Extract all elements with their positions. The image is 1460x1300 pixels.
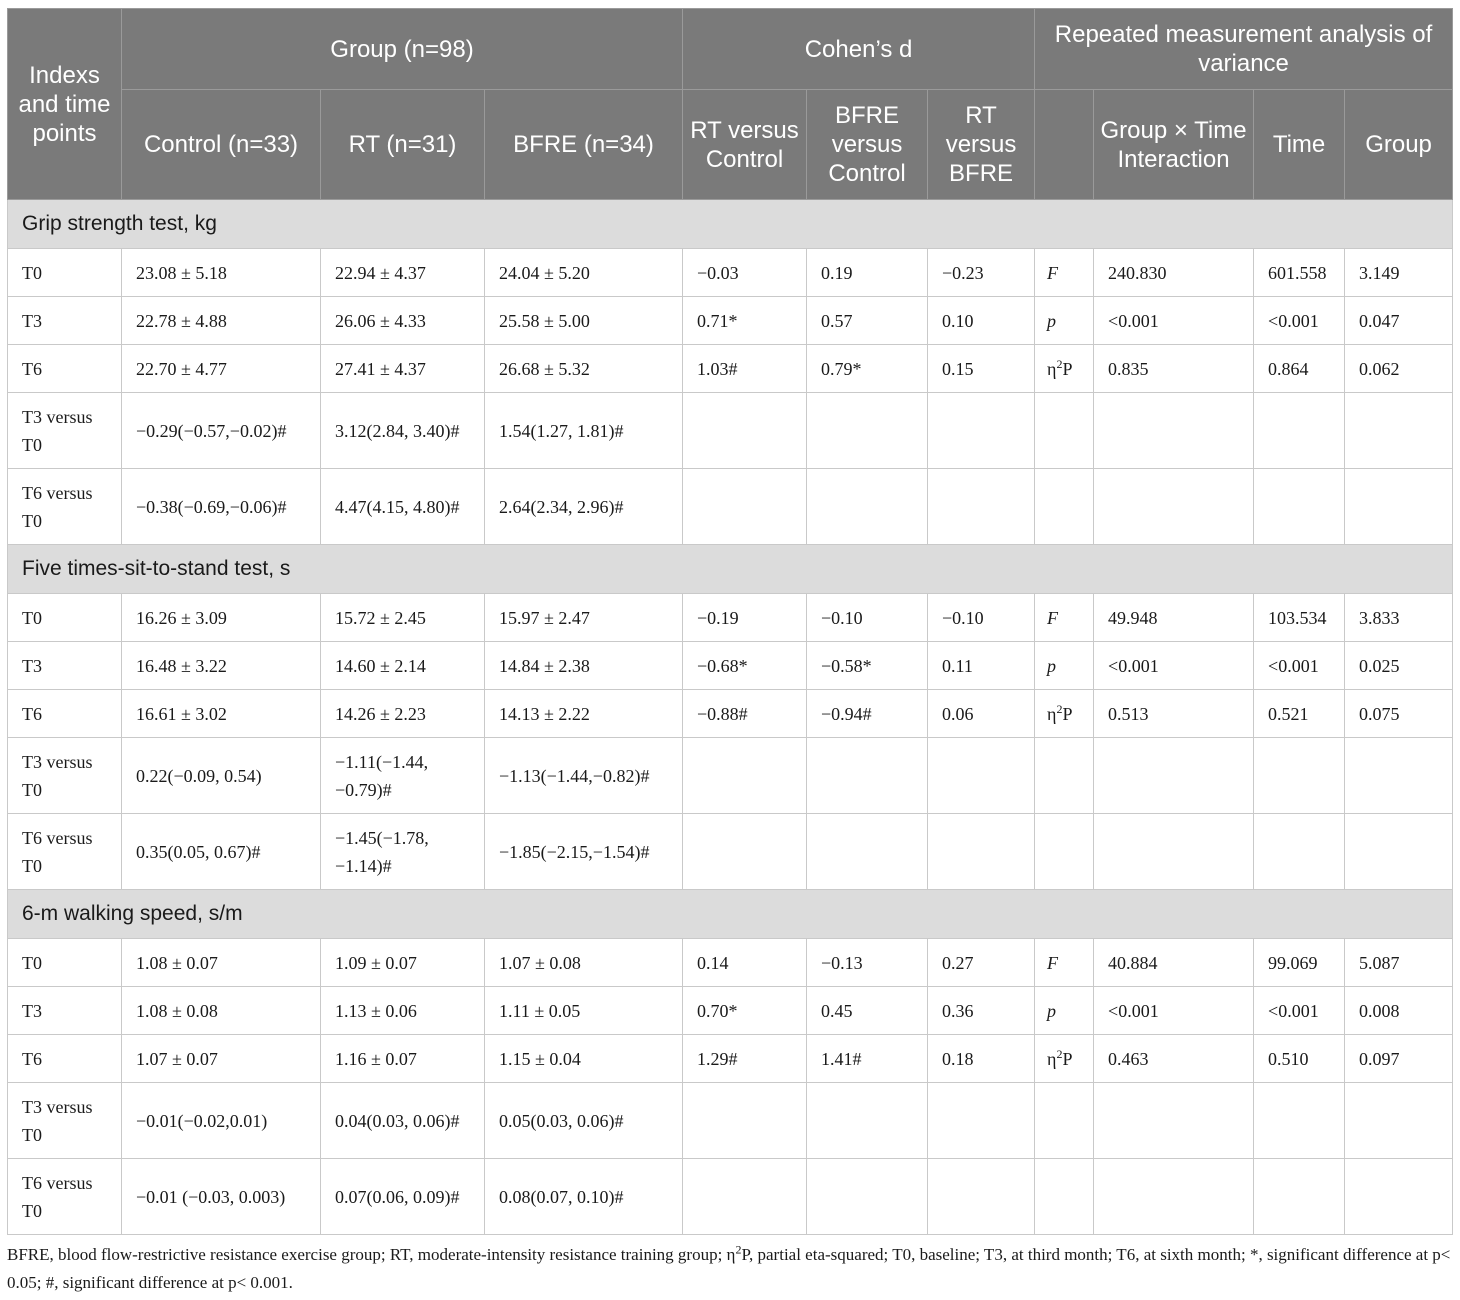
table-footnote: BFRE, blood flow-restrictive resistance exercise group; RT, moderate-intensity resistance training group; $\eta^2P$, partial eta-squared; T0, baseline; T3, at third month; T6, at sixth month; *, significant difference at p< 0.05; #, significant difference at p< 0.001. [7,1242,1451,1292]
group-value: 0.075 [1345,690,1453,738]
d-rt-vs-control [683,1159,807,1235]
header-rt: RT (n=31) [321,90,485,200]
rt-value: 15.72 ± 2.45 [321,594,485,642]
d-rt-vs-bfre: 0.11 [928,642,1035,690]
time-value: <0.001 [1254,297,1345,345]
table-row [8,1159,1453,1235]
row-label: T3 [8,297,122,345]
d-bfre-vs-control [807,738,928,814]
d-rt-vs-control [683,738,807,814]
section-title: 6-m walking speed, s/m [8,890,1453,939]
table-row [8,594,1453,642]
rt-value: 0.07(0.06, 0.09)# [321,1159,485,1235]
control-value: −0.01 (−0.03, 0.003) [122,1159,321,1235]
group-value: 0.008 [1345,987,1453,1035]
d-bfre-vs-control: −0.58* [807,642,928,690]
interaction-value: 0.513 [1094,690,1254,738]
rt-value: 3.12(2.84, 3.40)# [321,393,485,469]
row-label: T6 [8,1035,122,1083]
d-rt-vs-bfre: −0.10 [928,594,1035,642]
header-rt-vs-bfre: RT versus BFRE [928,90,1035,200]
d-rt-vs-control: 0.70* [683,987,807,1035]
group-value [1345,1159,1453,1235]
interaction-value: <0.001 [1094,297,1254,345]
bfre-value: 15.97 ± 2.47 [485,594,683,642]
d-rt-vs-control: 1.03# [683,345,807,393]
time-value: 0.864 [1254,345,1345,393]
d-bfre-vs-control: 0.19 [807,249,928,297]
d-rt-vs-bfre: 0.10 [928,297,1035,345]
row-label: T0 [8,939,122,987]
table-row [8,814,1453,890]
d-rt-vs-bfre [928,469,1035,545]
bfre-value: −1.13(−1.44,−0.82)# [485,738,683,814]
control-value: −0.29(−0.57,−0.02)# [122,393,321,469]
d-rt-vs-bfre [928,814,1035,890]
control-value: 23.08 ± 5.18 [122,249,321,297]
row-label: T3 versus T0 [8,1083,122,1159]
control-value: −0.38(−0.69,−0.06)# [122,469,321,545]
group-value: 5.087 [1345,939,1453,987]
time-value: 0.521 [1254,690,1345,738]
rt-value: 1.16 ± 0.07 [321,1035,485,1083]
time-value: 103.534 [1254,594,1345,642]
bfre-value: 1.15 ± 0.04 [485,1035,683,1083]
header-indexs-time-points: Indexs and time points [8,9,122,200]
row-label: T3 versus T0 [8,393,122,469]
time-value [1254,814,1345,890]
group-value [1345,393,1453,469]
control-value: 16.48 ± 3.22 [122,642,321,690]
group-value [1345,1083,1453,1159]
stat-symbol: F [1035,249,1094,297]
bfre-value: 1.54(1.27, 1.81)# [485,393,683,469]
d-rt-vs-control: −0.68* [683,642,807,690]
header-stat [1035,90,1094,200]
time-value [1254,393,1345,469]
header-bfre-vs-control: BFRE versus Control [807,90,928,200]
d-rt-vs-bfre [928,1083,1035,1159]
bfre-value: 1.11 ± 0.05 [485,987,683,1035]
interaction-value [1094,814,1254,890]
stat-symbol [1035,738,1094,814]
row-label: T0 [8,249,122,297]
header-row-2 [8,90,1453,200]
stat-symbol: p [1035,987,1094,1035]
d-bfre-vs-control [807,469,928,545]
row-label: T6 [8,690,122,738]
d-bfre-vs-control: 1.41# [807,1035,928,1083]
control-value: −0.01(−0.02,0.01) [122,1083,321,1159]
time-value: 601.558 [1254,249,1345,297]
group-value: 0.097 [1345,1035,1453,1083]
table-row [8,249,1453,297]
interaction-value [1094,393,1254,469]
interaction-value: <0.001 [1094,642,1254,690]
rt-value: −1.45(−1.78, −1.14)# [321,814,485,890]
group-value [1345,469,1453,545]
row-label: T6 versus T0 [8,469,122,545]
d-bfre-vs-control: 0.45 [807,987,928,1035]
interaction-value: 0.835 [1094,345,1254,393]
stat-symbol [1035,814,1094,890]
interaction-value [1094,1083,1254,1159]
control-value: 22.70 ± 4.77 [122,345,321,393]
rt-value: 0.04(0.03, 0.06)# [321,1083,485,1159]
control-value: 16.61 ± 3.02 [122,690,321,738]
control-value: 0.22(−0.09, 0.54) [122,738,321,814]
d-rt-vs-control: 0.71* [683,297,807,345]
time-value [1254,1083,1345,1159]
d-bfre-vs-control: −0.10 [807,594,928,642]
stat-symbol: F [1035,594,1094,642]
d-rt-vs-control [683,469,807,545]
bfre-value: 14.13 ± 2.22 [485,690,683,738]
d-rt-vs-bfre: 0.06 [928,690,1035,738]
group-value: 3.833 [1345,594,1453,642]
group-value: 0.025 [1345,642,1453,690]
bfre-value: 2.64(2.34, 2.96)# [485,469,683,545]
row-label: T6 versus T0 [8,1159,122,1235]
rt-value: 4.47(4.15, 4.80)# [321,469,485,545]
d-rt-vs-bfre: 0.15 [928,345,1035,393]
table-row [8,939,1453,987]
interaction-value [1094,1159,1254,1235]
header-rm-anova: Repeated measurement analysis of variance [1035,9,1453,90]
interaction-value: 240.830 [1094,249,1254,297]
d-rt-vs-control: −0.88# [683,690,807,738]
bfre-value: 1.07 ± 0.08 [485,939,683,987]
stat-symbol: $\eta^2P$ [1035,690,1094,738]
group-value: 3.149 [1345,249,1453,297]
row-label: T3 [8,642,122,690]
time-value: <0.001 [1254,642,1345,690]
d-rt-vs-control: −0.03 [683,249,807,297]
d-rt-vs-bfre [928,393,1035,469]
table-row [8,297,1453,345]
stat-symbol: $\eta^2P$ [1035,1035,1094,1083]
group-value [1345,814,1453,890]
rt-value: 26.06 ± 4.33 [321,297,485,345]
group-value [1345,738,1453,814]
rt-value: 14.26 ± 2.23 [321,690,485,738]
section-title: Five times-sit-to-stand test, s [8,545,1453,594]
time-value: <0.001 [1254,987,1345,1035]
d-rt-vs-control [683,1083,807,1159]
table-row [8,393,1453,469]
section-header [8,545,1453,594]
row-label: T3 versus T0 [8,738,122,814]
header-interaction: Group × Time Interaction [1094,90,1254,200]
stat-symbol [1035,1083,1094,1159]
control-value: 1.08 ± 0.07 [122,939,321,987]
bfre-value: 25.58 ± 5.00 [485,297,683,345]
d-rt-vs-bfre [928,738,1035,814]
row-label: T6 [8,345,122,393]
table-row [8,642,1453,690]
control-value: 0.35(0.05, 0.67)# [122,814,321,890]
bfre-value: 0.05(0.03, 0.06)# [485,1083,683,1159]
header-time: Time [1254,90,1345,200]
d-rt-vs-control [683,814,807,890]
interaction-value: 49.948 [1094,594,1254,642]
header-rt-vs-control: RT versus Control [683,90,807,200]
time-value [1254,1159,1345,1235]
d-rt-vs-control [683,393,807,469]
section-header [8,890,1453,939]
control-value: 22.78 ± 4.88 [122,297,321,345]
stat-symbol [1035,393,1094,469]
results-table-container [7,8,1452,1235]
d-rt-vs-bfre: 0.18 [928,1035,1035,1083]
header-bfre: BFRE (n=34) [485,90,683,200]
stat-symbol: p [1035,642,1094,690]
header-control: Control (n=33) [122,90,321,200]
results-table [7,8,1453,1235]
time-value [1254,738,1345,814]
header-cohens-d: Cohen’s d [683,9,1035,90]
group-value: 0.062 [1345,345,1453,393]
table-row [8,738,1453,814]
d-bfre-vs-control: −0.13 [807,939,928,987]
d-bfre-vs-control [807,1083,928,1159]
d-bfre-vs-control [807,393,928,469]
bfre-value: 24.04 ± 5.20 [485,249,683,297]
d-rt-vs-bfre: −0.23 [928,249,1035,297]
header-group: Group (n=98) [122,9,683,90]
interaction-value [1094,738,1254,814]
table-body [8,200,1453,1235]
d-rt-vs-control: 0.14 [683,939,807,987]
time-value: 0.510 [1254,1035,1345,1083]
section-header [8,200,1453,249]
d-rt-vs-bfre: 0.36 [928,987,1035,1035]
d-rt-vs-bfre [928,1159,1035,1235]
bfre-value: −1.85(−2.15,−1.54)# [485,814,683,890]
bfre-value: 14.84 ± 2.38 [485,642,683,690]
time-value [1254,469,1345,545]
interaction-value [1094,469,1254,545]
control-value: 1.08 ± 0.08 [122,987,321,1035]
d-rt-vs-bfre: 0.27 [928,939,1035,987]
table-row [8,345,1453,393]
rt-value: 27.41 ± 4.37 [321,345,485,393]
rt-value: −1.11(−1.44, −0.79)# [321,738,485,814]
rt-value: 22.94 ± 4.37 [321,249,485,297]
header-row-1 [8,9,1453,90]
stat-symbol [1035,469,1094,545]
stat-symbol: F [1035,939,1094,987]
control-value: 1.07 ± 0.07 [122,1035,321,1083]
d-rt-vs-control: −0.19 [683,594,807,642]
interaction-value: <0.001 [1094,987,1254,1035]
d-bfre-vs-control: −0.94# [807,690,928,738]
table-row [8,469,1453,545]
bfre-value: 26.68 ± 5.32 [485,345,683,393]
d-rt-vs-control: 1.29# [683,1035,807,1083]
table-row [8,1035,1453,1083]
header-group-col: Group [1345,90,1453,200]
d-bfre-vs-control [807,814,928,890]
row-label: T0 [8,594,122,642]
bfre-value: 0.08(0.07, 0.10)# [485,1159,683,1235]
rt-value: 14.60 ± 2.14 [321,642,485,690]
table-row [8,690,1453,738]
time-value: 99.069 [1254,939,1345,987]
row-label: T3 [8,987,122,1035]
d-bfre-vs-control [807,1159,928,1235]
control-value: 16.26 ± 3.09 [122,594,321,642]
stat-symbol [1035,1159,1094,1235]
d-bfre-vs-control: 0.79* [807,345,928,393]
stat-symbol: p [1035,297,1094,345]
table-row [8,1083,1453,1159]
d-bfre-vs-control: 0.57 [807,297,928,345]
rt-value: 1.13 ± 0.06 [321,987,485,1035]
row-label: T6 versus T0 [8,814,122,890]
section-title: Grip strength test, kg [8,200,1453,249]
interaction-value: 0.463 [1094,1035,1254,1083]
interaction-value: 40.884 [1094,939,1254,987]
stat-symbol: $\eta^2P$ [1035,345,1094,393]
group-value: 0.047 [1345,297,1453,345]
rt-value: 1.09 ± 0.07 [321,939,485,987]
table-row [8,987,1453,1035]
